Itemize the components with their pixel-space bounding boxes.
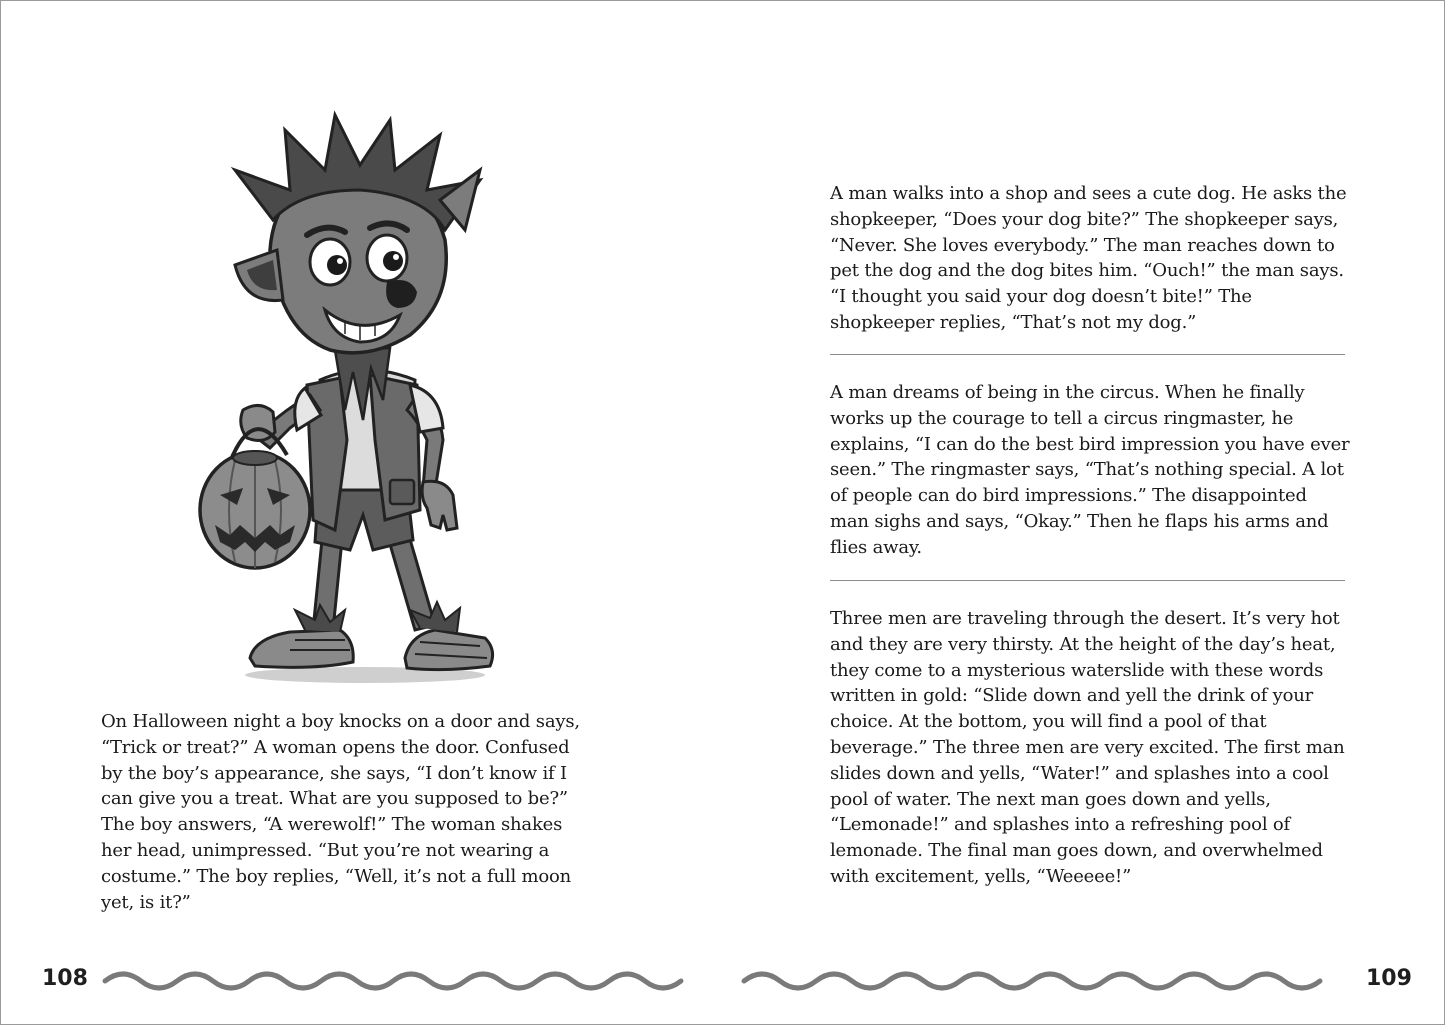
page-number-right: 109: [1366, 966, 1412, 991]
joke-divider: [830, 580, 1345, 581]
page-number-left: 108: [42, 966, 88, 991]
wavy-divider-icon: [739, 966, 1329, 996]
left-foot: [250, 630, 353, 667]
right-hand: [422, 481, 457, 530]
joke-circus-bird: A man dreams of being in the circus. When he finally works up the courage to tell a circus ringmaster, he explains, “I can do the best bird impression you have ever seen.” The ringmaster says, “That’s nothing special. A lot of people can do bird impressions.” The disappointed man sighs and says, “Okay.” Then he flaps his arms and flies away.: [830, 382, 1350, 558]
right-foot: [405, 630, 493, 670]
joke-divider: [830, 354, 1345, 355]
joke-dog-bite: A man walks into a shop and sees a cute dog. He asks the shopkeeper, “Does your dog bite?” The shopkeeper says, “Never. She loves everybody.” The man reaches down to pet the dog and the dog bites him. “Ouch!” the man says. “I thought you said your dog doesn’t bite!” The shopkeeper replies, “That’s not my dog.”: [830, 183, 1347, 333]
joke-halloween-werewolf: On Halloween night a boy knocks on a door and says, “Trick or treat?” A woman opens the door. Confused by the boy’s appearance, she says, “I don’t know if I can give you a treat. What are you supposed to be?” The boy answers, “A werewolf!” The woman shakes her head, unimpressed. “But you’re not wearing a costume.” The boy replies, “Well, it’s not a full moon yet, is it?”: [101, 711, 580, 913]
left-page: [0, 0, 722, 1025]
werewolf-boy-with-pumpkin-bucket-illustration: [195, 110, 525, 690]
joke-desert-waterslide: Three men are traveling through the desert. It’s very hot and they are very thirsty. At the height of the day’s heat, they come to a mysterious waterslide with these words written in gold: “Slide down and yell the drink of your choice. At the bottom, you will find a pool of that beverage.” The three men are very excited. The first man slides down and yells, “Water!” and splashes into a cool pool of water. The next man goes down and yells, “Lemonade!” and splashes into a refreshing pool of lemonade. The final man goes down, and overwhelmed with excitement, yells, “Weeeee!”: [830, 608, 1345, 887]
vest-pocket: [390, 480, 414, 504]
wavy-divider-icon: [100, 966, 690, 996]
right-page: [722, 0, 1445, 1025]
